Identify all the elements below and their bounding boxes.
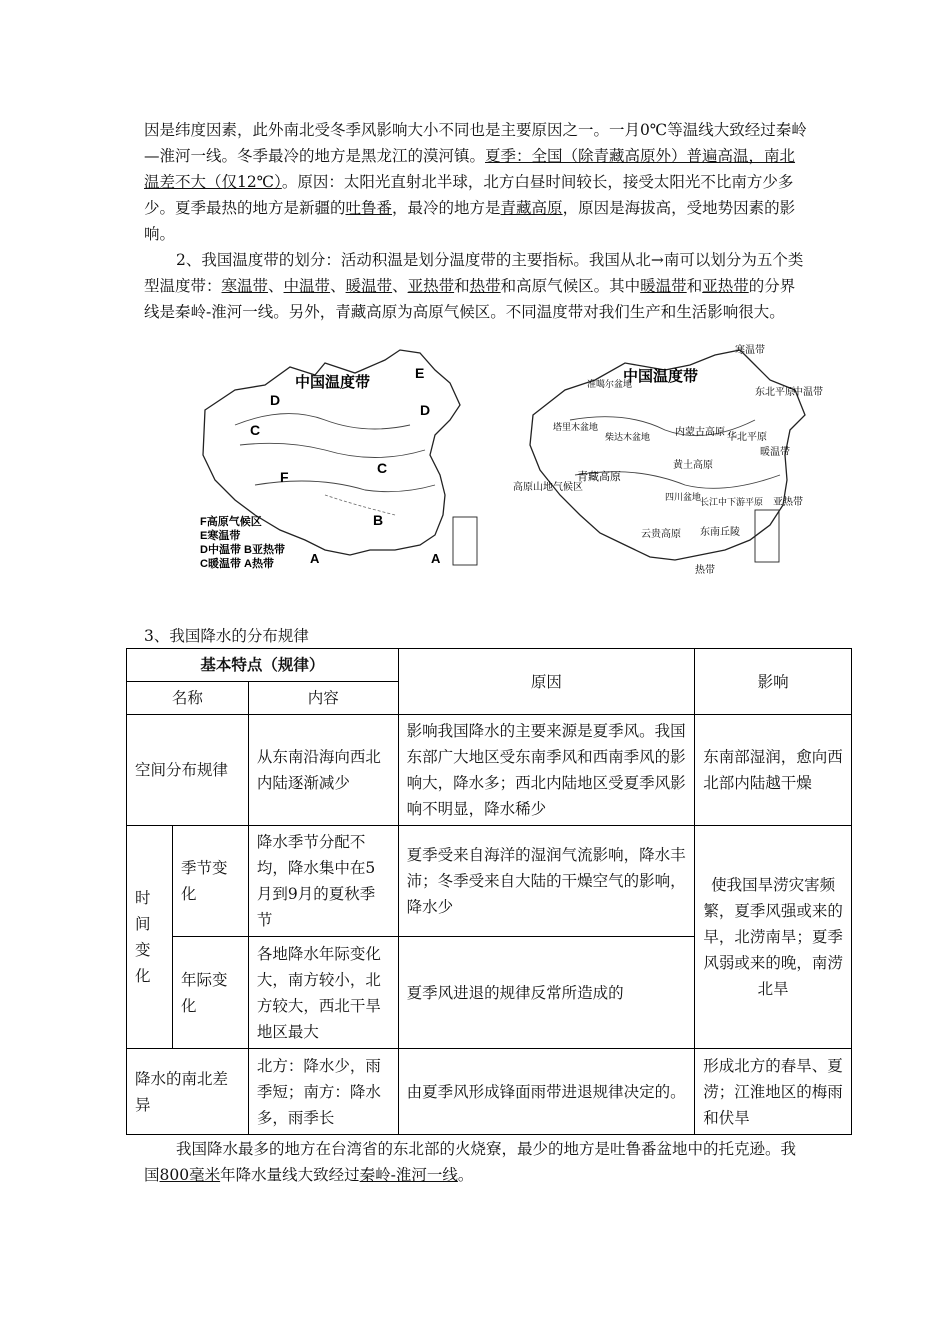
header-content: 内容 bbox=[248, 682, 398, 715]
region-label: 暖温带 bbox=[760, 447, 790, 458]
zone-letter: C bbox=[377, 460, 388, 476]
text: 和 bbox=[454, 277, 470, 295]
underlined-text: 寒温带 bbox=[221, 277, 269, 295]
legend-item: C暖温带 A热带 bbox=[200, 558, 274, 570]
underlined-text: 吐鲁番 bbox=[345, 199, 393, 217]
row-content: 北方：降水少，雨季短；南方：降水多，雨季长 bbox=[248, 1049, 398, 1135]
text: 和高原气候区。其中 bbox=[500, 277, 641, 295]
region-label: 四川盆地 bbox=[665, 492, 702, 502]
legend-item: D中温带 B亚热带 bbox=[200, 544, 285, 556]
map-labels bbox=[513, 343, 823, 576]
region-label: 青藏高原 bbox=[577, 471, 621, 483]
zone-letter: F bbox=[280, 469, 289, 485]
row-effect: 东南部湿润，愈向西北部内陆越干燥 bbox=[695, 715, 852, 826]
text: ，原因是海拔高，受地势因素的影响。 bbox=[144, 199, 796, 243]
text: 因是纬度因素，此外南北受冬季风影响大小不同也是主要原因之一。一月0℃等温线大致经过秦岭—淮河一线。冬季最冷的地方是黑龙江的漠河镇。 bbox=[144, 121, 807, 165]
region-label: 亚热带 bbox=[773, 497, 803, 508]
header-basic: 基本特点（规律） bbox=[127, 649, 399, 682]
header-name: 名称 bbox=[127, 682, 249, 715]
region-label: 热带 bbox=[695, 565, 715, 576]
underlined-text: 青藏高原 bbox=[500, 199, 563, 217]
legend-item: F高原气候区 bbox=[200, 516, 262, 528]
underlined-text: 800毫米 bbox=[159, 1166, 221, 1184]
row-name: 空间分布规律 bbox=[127, 715, 249, 826]
row-reason: 夏季受来自海洋的湿润气流影响，降水丰沛；冬季受来自大陆的干燥空气的影响，降水少 bbox=[398, 826, 695, 937]
region-label: 华北平原 bbox=[727, 432, 767, 443]
row-content: 各地降水年际变化大，南方较小，北方较大，西北干旱地区最大 bbox=[248, 937, 398, 1049]
legend-item: E寒温带 bbox=[200, 530, 241, 542]
row-effect: 使我国旱涝灾害频繁，夏季风强或来的早，北涝南旱；夏季风弱或来的晚，南涝北旱 bbox=[695, 826, 852, 1049]
region-label: 东北平原 bbox=[755, 387, 795, 398]
paragraph-temperature-zones bbox=[144, 247, 808, 325]
text: 的分界线是秦岭-淮河一线。另外，青藏高原为高原气候区。不同温度带对我们生产和生活影响很大。 bbox=[144, 277, 796, 321]
paragraph-temperature-distribution bbox=[144, 117, 808, 247]
region-label: 准噶尔盆地 bbox=[587, 379, 633, 389]
underlined-text: 亚热带 bbox=[702, 277, 749, 295]
text: 我国降水最多的地方在台湾省的东北部的火烧寮，最少的地方是吐鲁番盆地中的托克逊。我国 bbox=[144, 1140, 797, 1184]
region-label: 高原山地气候区 bbox=[513, 482, 583, 493]
region-label: 中温带 bbox=[793, 387, 823, 398]
row-reason: 由夏季风形成锋面雨带进退规律决定的。 bbox=[398, 1049, 695, 1135]
zone-letter: D bbox=[420, 402, 431, 418]
region-label: 塔里木盆地 bbox=[553, 422, 599, 432]
header-effect: 影响 bbox=[695, 649, 852, 715]
temperature-zone-maps bbox=[195, 345, 823, 585]
underlined-text: 热带 bbox=[469, 277, 501, 295]
region-label: 长江中下游平原 bbox=[700, 497, 764, 507]
row-reason: 影响我国降水的主要来源是夏季风。我国东部广大地区受东南季风和西南季风的影响大，降水多；西北内陆地区受夏季风影响不明显，降水稀少 bbox=[398, 715, 695, 826]
text: 。原因：太阳光直射北半球，北方白昼时间较长，接受太阳光不比南方少多少。夏季最热的地方是新疆的 bbox=[144, 173, 794, 217]
zone-letter: C bbox=[250, 422, 261, 438]
map1-title: 中国温度带 bbox=[295, 374, 371, 391]
time-change-label: 时间变化 bbox=[127, 826, 173, 1049]
map2-title: 中国温度带 bbox=[623, 368, 699, 385]
map-letters bbox=[200, 350, 477, 570]
row-name: 年际变化 bbox=[172, 937, 248, 1049]
text: 、 bbox=[392, 277, 408, 295]
text: 、 bbox=[268, 277, 284, 295]
region-label: 柴达木盆地 bbox=[605, 432, 651, 442]
header-reason: 原因 bbox=[398, 649, 695, 715]
text: 年降水量线大致经过 bbox=[220, 1166, 360, 1184]
zone-letter: B bbox=[373, 512, 384, 528]
zone-letter: E bbox=[415, 365, 425, 381]
paragraph-precipitation-extremes bbox=[144, 1136, 808, 1188]
underlined-text: 暖温带 bbox=[640, 277, 687, 295]
text: 、 bbox=[330, 277, 346, 295]
row-name: 降水的南北差异 bbox=[127, 1049, 249, 1135]
text: 。 bbox=[457, 1166, 474, 1184]
text: ，最冷的地方是 bbox=[392, 199, 501, 217]
zone-letter: D bbox=[270, 392, 281, 408]
zone-letter: A bbox=[310, 551, 320, 566]
underlined-text: 夏季：全国（除青藏高原外）普遍高温，南北温差不大（仅12℃） bbox=[144, 147, 796, 191]
zone-letter: A bbox=[431, 551, 441, 566]
region-label: 黄土高原 bbox=[673, 460, 713, 471]
row-effect: 形成北方的春旱、夏涝；江淮地区的梅雨和伏旱 bbox=[695, 1049, 852, 1135]
underlined-text: 暖温带 bbox=[345, 277, 393, 295]
underlined-text: 亚热带 bbox=[407, 277, 455, 295]
section-heading: 3、我国降水的分布规律 bbox=[144, 627, 309, 645]
precipitation-table bbox=[126, 648, 852, 1135]
row-content: 降水季节分配不均，降水集中在5月到9月的夏秋季节 bbox=[248, 826, 398, 937]
text: 和 bbox=[686, 277, 703, 295]
row-name: 季节变化 bbox=[172, 826, 248, 937]
region-label: 东南丘陵 bbox=[700, 527, 740, 538]
underlined-text: 中温带 bbox=[283, 277, 331, 295]
row-reason: 夏季风进退的规律反常所造成的 bbox=[398, 937, 695, 1049]
region-label: 寒温带 bbox=[735, 345, 765, 356]
underlined-text: 秦岭-淮河一线 bbox=[359, 1166, 458, 1184]
region-label: 内蒙古高原 bbox=[675, 427, 725, 438]
text: 2、我国温度带的划分：活动积温是划分温度带的主要指标。我国从北→南可以划分为五个类型温度带： bbox=[144, 251, 804, 295]
row-content: 从东南沿海向西北内陆逐渐减少 bbox=[248, 715, 398, 826]
region-label: 云贵高原 bbox=[641, 529, 681, 540]
